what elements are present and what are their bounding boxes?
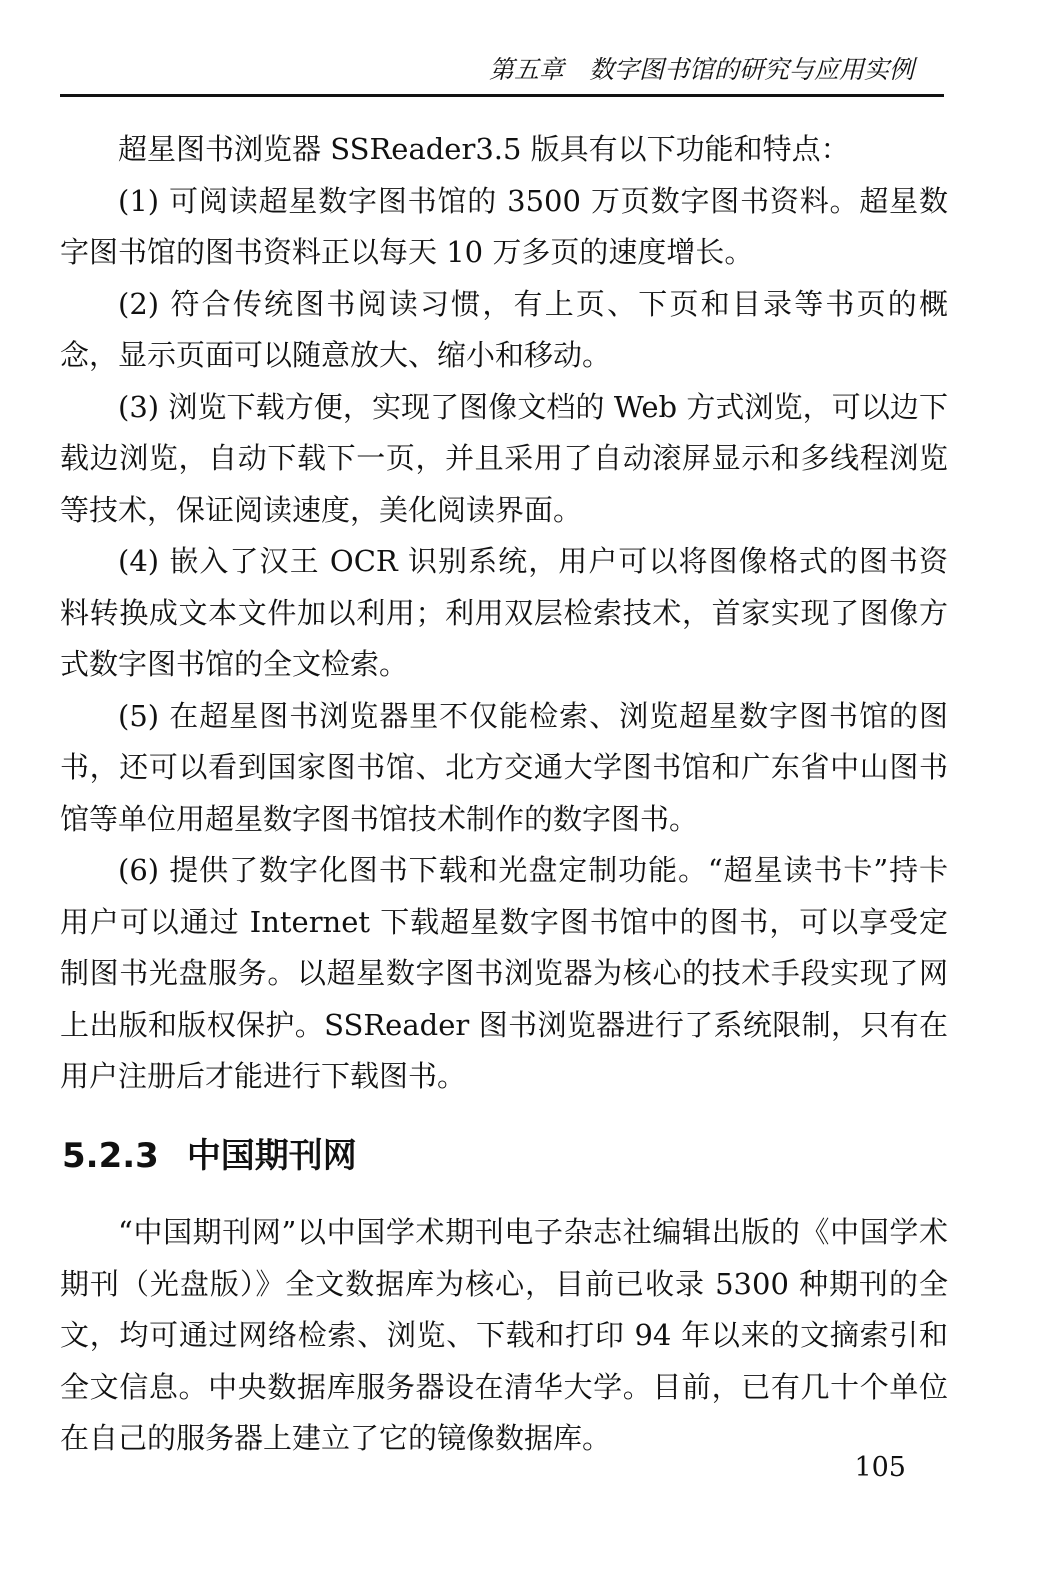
body-text <box>60 124 948 1103</box>
section-paragraph: “中国期刊网”以中国学术期刊电子杂志社编辑出版的《中国学术期刊（光盘版）》全文数据库为核心，目前已收录 5300 种期刊的全文，均可通过网络检索、浏览、下载和打印 94 年以来的文摘索引和全文信息。中央数据库服务器设在清华大学。目前，已有几十个单位在自己的服务器上建立了它的镜像数据库。 <box>60 1215 948 1455</box>
feature-paragraph-2: (2) 符合传统图书阅读习惯，有上页、下页和目录等书页的概念，显示页面可以随意放大、缩小和移动。 <box>60 286 948 372</box>
feature-paragraph-6: (6) 提供了数字化图书下载和光盘定制功能。“超星读书卡”持卡用户可以通过 Internet 下载超星数字图书馆中的图书，可以享受定制图书光盘服务。以超星数字图书浏览器为核心的技术手段实现了网上出版和版权保护。SSReader 图书浏览器进行了系统限制，只有在用户注册后才能进行下载图书。 <box>60 853 948 1093</box>
running-header <box>60 44 944 97</box>
section-number: 5.2.3 <box>62 1136 159 1176</box>
feature-paragraph-1: (1) 可阅读超星数字图书馆的 3500 万页数字图书资料。超星数字图书馆的图书资料正以每天 10 万多页的速度增长。 <box>60 183 948 269</box>
page-number: 105 <box>854 1452 906 1483</box>
intro-paragraph: 超星图书浏览器 SSReader3.5 版具有以下功能和特点： <box>118 132 850 166</box>
running-header-title: 第五章 数字图书馆的研究与应用实例 <box>488 55 914 84</box>
feature-paragraph-5: (5) 在超星图书浏览器里不仅能检索、浏览超星数字图书馆的图书，还可以看到国家图书馆、北方交通大学图书馆和广东省中山图书馆等单位用超星数字图书馆技术制作的数字图书。 <box>60 698 948 836</box>
section-heading <box>62 1128 357 1177</box>
feature-paragraph-3: (3) 浏览下载方便，实现了图像文档的 Web 方式浏览，可以边下载边浏览，自动下载下一页，并且采用了自动滚屏显示和多线程浏览等技术，保证阅读速度，美化阅读界面。 <box>60 389 948 527</box>
section-text <box>60 1207 948 1465</box>
section-title: 中国期刊网 <box>186 1136 357 1176</box>
feature-paragraph-4: (4) 嵌入了汉王 OCR 识别系统，用户可以将图像格式的图书资料转换成文本文件加以利用；利用双层检索技术，首家实现了图像方式数字图书馆的全文检索。 <box>60 544 948 681</box>
